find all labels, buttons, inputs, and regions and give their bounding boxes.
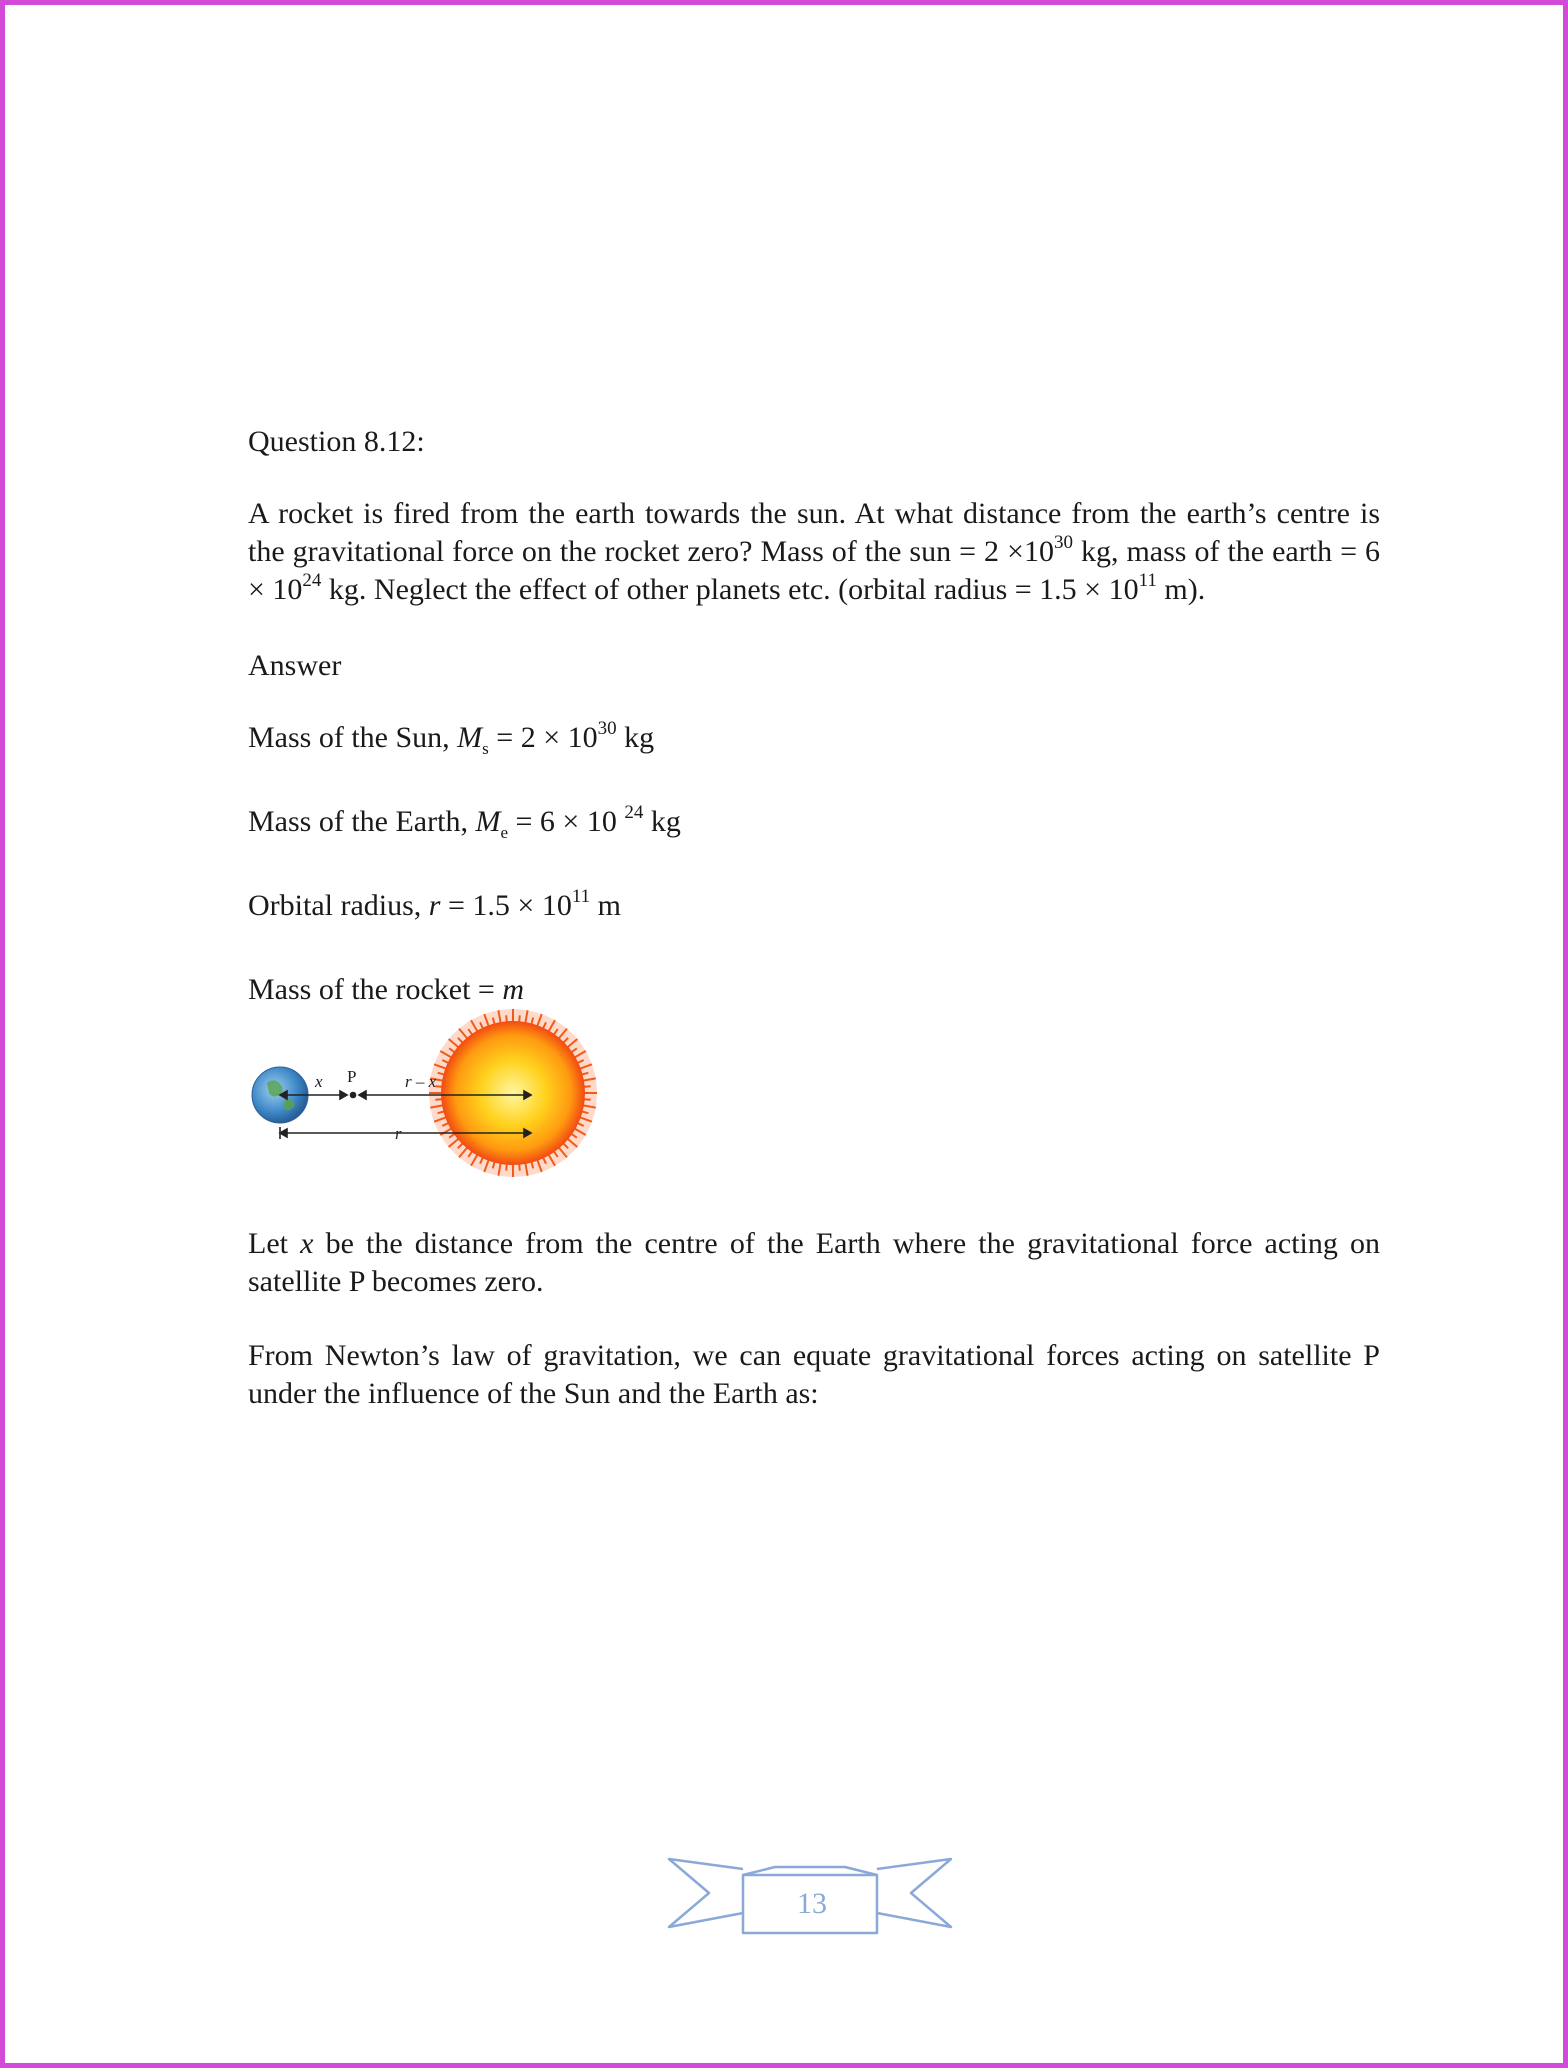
explanation-text: be the distance from the centre of the Earth where the gravitational force acting on satellite P becomes zero.	[248, 1227, 1380, 1298]
question-and-answer	[248, 423, 1380, 1009]
explanation-text: Let	[248, 1227, 301, 1260]
explanation-paragraph-1	[248, 1225, 1380, 1301]
earth-mass-symbol: M	[475, 805, 501, 838]
orbital-radius-prefix: Orbital radius,	[248, 889, 429, 922]
rocket-mass-symbol: m	[502, 973, 525, 1006]
earth-mass-subscript: e	[500, 823, 508, 842]
question-title: Question 8.12:	[248, 425, 425, 458]
orbital-radius-exponent: 11	[1138, 570, 1157, 591]
question-text-part: kg. Neglect the effect of other planets etc. (orbital radius = 1.5 × 10	[321, 573, 1139, 606]
earth-mass-unit: kg	[643, 805, 681, 838]
sun-mass-line	[248, 719, 1380, 757]
sun-mass-unit: kg	[616, 721, 655, 754]
sun-mass-exponent: 30	[1053, 532, 1073, 553]
orbital-radius-symbol: r	[428, 889, 441, 922]
label-r-minus-x: r – x	[405, 1072, 437, 1091]
sun-mass-exponent: 30	[597, 718, 617, 739]
sun-mass-value: = 2 × 10	[488, 721, 598, 754]
earth-mass-line	[248, 803, 1380, 841]
page-number: 13	[797, 1887, 827, 1920]
earth-mass-prefix: Mass of the Earth,	[248, 805, 476, 838]
orbital-radius-unit: m	[590, 889, 621, 922]
explanation-paragraph-2: From Newton’s law of gravitation, we can equate gravitational forces acting on satellite P under the influence of the Sun and the Earth as:	[248, 1339, 1380, 1410]
question-text-part: kg, mass of the earth = 6 × 10	[248, 535, 1380, 606]
sun-mass-prefix: Mass of the Sun,	[248, 721, 458, 754]
answer-label: Answer	[248, 649, 342, 682]
earth-mass-value: = 6 × 10	[508, 805, 625, 838]
orbital-radius-line	[248, 887, 1380, 925]
rocket-mass-line	[248, 971, 1380, 1009]
question-text-part: A rocket is fired from the earth towards the sun. At what distance from the earth’s centre is the gravitational force on the rocket zero? Mass of the sun = 2 ×10	[248, 497, 1380, 568]
explanation-variable: x	[300, 1227, 314, 1260]
label-r: r	[395, 1124, 402, 1143]
sun-mass-subscript: s	[482, 739, 489, 758]
question-text-part: m).	[1156, 573, 1206, 606]
label-p: P	[347, 1067, 357, 1086]
label-x: x	[315, 1072, 323, 1091]
orbital-radius-value: = 1.5 × 10	[440, 889, 572, 922]
earth-sun-diagram	[245, 1009, 625, 1189]
sun-icon	[429, 1009, 597, 1177]
orbital-radius-exponent: 11	[571, 886, 591, 907]
rocket-mass-prefix: Mass of the rocket =	[248, 973, 503, 1006]
earth-mass-exponent: 24	[302, 570, 322, 591]
sun-mass-symbol: M	[457, 721, 483, 754]
question-text	[248, 495, 1380, 609]
earth-mass-exponent: 24	[624, 802, 644, 823]
explanation	[248, 1225, 1380, 1449]
satellite-p-marker	[351, 1093, 356, 1098]
